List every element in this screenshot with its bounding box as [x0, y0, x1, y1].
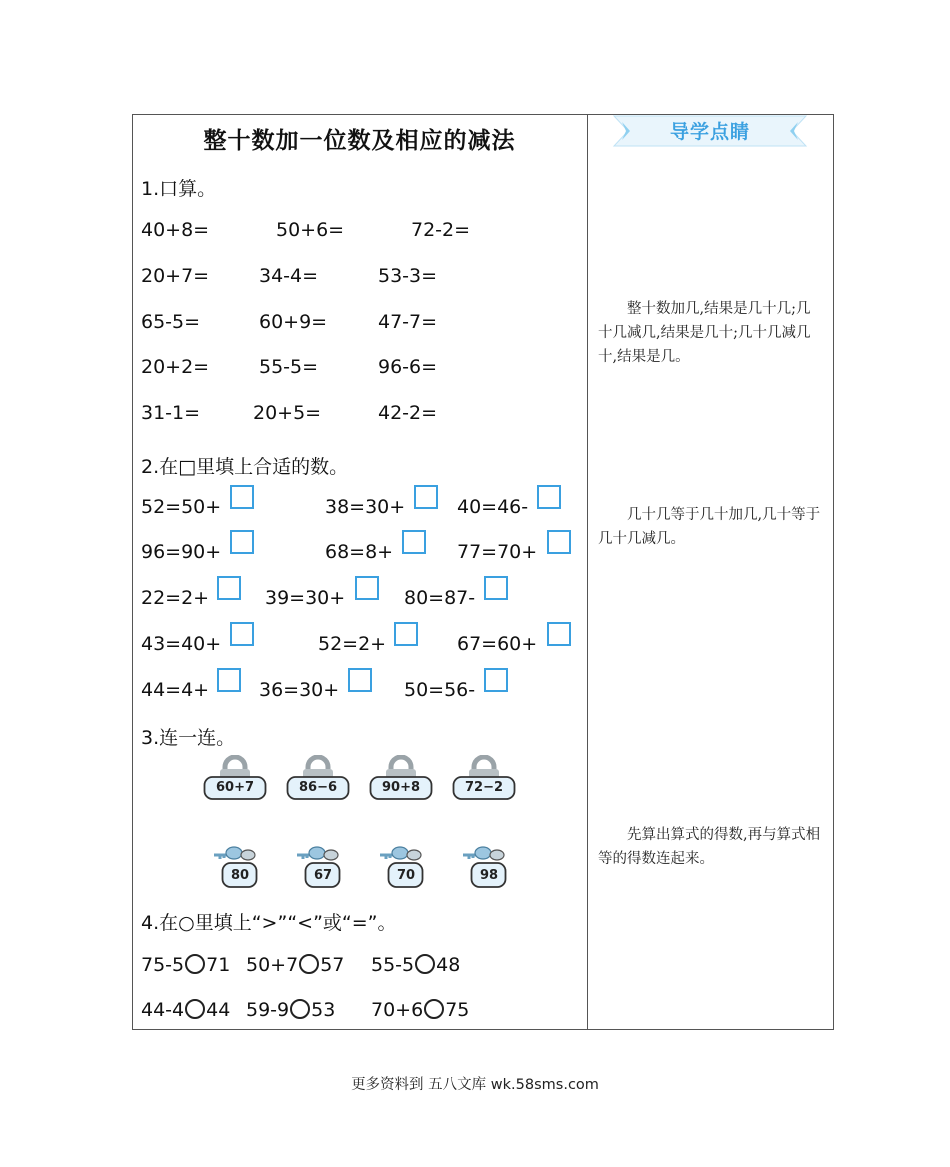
fill-item: 52=50+ [141, 496, 222, 518]
fill-item: 68=8+ [325, 541, 394, 563]
calc-item: 42-2= [378, 402, 438, 424]
fill-item: 38=30+ [325, 496, 406, 518]
calc-item: 47-7= [378, 311, 438, 333]
fill-item: 43=40+ [141, 633, 222, 655]
compare-circle[interactable] [415, 954, 435, 974]
fill-item: 40=46- [457, 496, 529, 518]
fill-item: 80=87- [404, 587, 476, 609]
key-label: 80 [230, 868, 250, 883]
calc-item: 20+5= [253, 402, 322, 424]
compare-item: 59-9 53 [246, 999, 336, 1021]
section4-heading: 4.在○里填上“>”“<”或“=”。 [141, 912, 397, 934]
banner-title: 导学点睛 [669, 121, 750, 143]
section2-heading: 2.在□里填上合适的数。 [141, 456, 349, 478]
compare-item: 44-4 44 [141, 999, 231, 1021]
answer-box[interactable] [414, 485, 438, 509]
calc-item: 60+9= [259, 311, 328, 333]
fill-item: 39=30+ [265, 587, 346, 609]
calc-item: 34-4= [259, 265, 319, 287]
note-2: 几十几等于几十加几,几十等于几十几减几。 [598, 507, 821, 547]
compare-item: 55-5 48 [371, 954, 461, 976]
page-title: 整十数加一位数及相应的减法 [203, 128, 516, 154]
answer-box[interactable] [402, 530, 426, 554]
calc-item: 50+6= [276, 219, 345, 241]
key-label: 67 [313, 868, 333, 883]
answer-box[interactable] [547, 530, 571, 554]
answer-box[interactable] [537, 485, 561, 509]
compare-item: 50+7 57 [246, 954, 345, 976]
answer-box[interactable] [484, 576, 508, 600]
note-1: 整十数加几,结果是几十几;几十几减几,结果是几十;几十几减几十,结果是几。 [598, 301, 811, 365]
calc-item: 65-5= [141, 311, 201, 333]
fill-item: 96=90+ [141, 541, 222, 563]
section3-heading: 3.连一连。 [141, 727, 236, 749]
fill-item: 44=4+ [141, 679, 210, 701]
fill-item: 77=70+ [457, 541, 538, 563]
fill-item: 52=2+ [318, 633, 387, 655]
calc-item: 31-1= [141, 402, 201, 424]
answer-box[interactable] [230, 485, 254, 509]
compare-circle[interactable] [185, 954, 205, 974]
answer-box[interactable] [547, 622, 571, 646]
compare-item: 75-5 71 [141, 954, 231, 976]
answer-box[interactable] [217, 668, 241, 692]
calc-item: 20+7= [141, 265, 210, 287]
calc-item: 96-6= [378, 356, 438, 378]
compare-circle[interactable] [299, 954, 319, 974]
compare-circle[interactable] [424, 999, 444, 1019]
answer-box[interactable] [355, 576, 379, 600]
compare-circle[interactable] [185, 999, 205, 1019]
answer-box[interactable] [217, 576, 241, 600]
column-divider [587, 114, 588, 1030]
calc-item: 20+2= [141, 356, 210, 378]
section1-heading: 1.口算。 [141, 178, 217, 200]
table-frame [132, 114, 834, 1030]
compare-item: 70+6 75 [371, 999, 470, 1021]
calc-item: 72-2= [411, 219, 471, 241]
fill-item: 50=56- [404, 679, 476, 701]
lock-label: 86−6 [298, 780, 338, 795]
lock-label: 90+8 [381, 780, 421, 795]
fill-item: 22=2+ [141, 587, 210, 609]
calc-item: 55-5= [259, 356, 319, 378]
answer-box[interactable] [230, 622, 254, 646]
calc-item: 53-3= [378, 265, 438, 287]
fill-item: 67=60+ [457, 633, 538, 655]
fill-item: 36=30+ [259, 679, 340, 701]
compare-circle[interactable] [290, 999, 310, 1019]
lock-label: 72−2 [464, 780, 504, 795]
answer-box[interactable] [394, 622, 418, 646]
key-label: 70 [396, 868, 416, 883]
answer-box[interactable] [484, 668, 508, 692]
answer-box[interactable] [348, 668, 372, 692]
footer-text: 更多资料到 五八文库 wk.58sms.com [351, 1077, 599, 1093]
key-label: 98 [479, 868, 499, 883]
note-3: 先算出算式的得数,再与算式相等的得数连起来。 [598, 827, 821, 867]
answer-box[interactable] [230, 530, 254, 554]
lock-label: 60+7 [215, 780, 255, 795]
calc-item: 40+8= [141, 219, 210, 241]
